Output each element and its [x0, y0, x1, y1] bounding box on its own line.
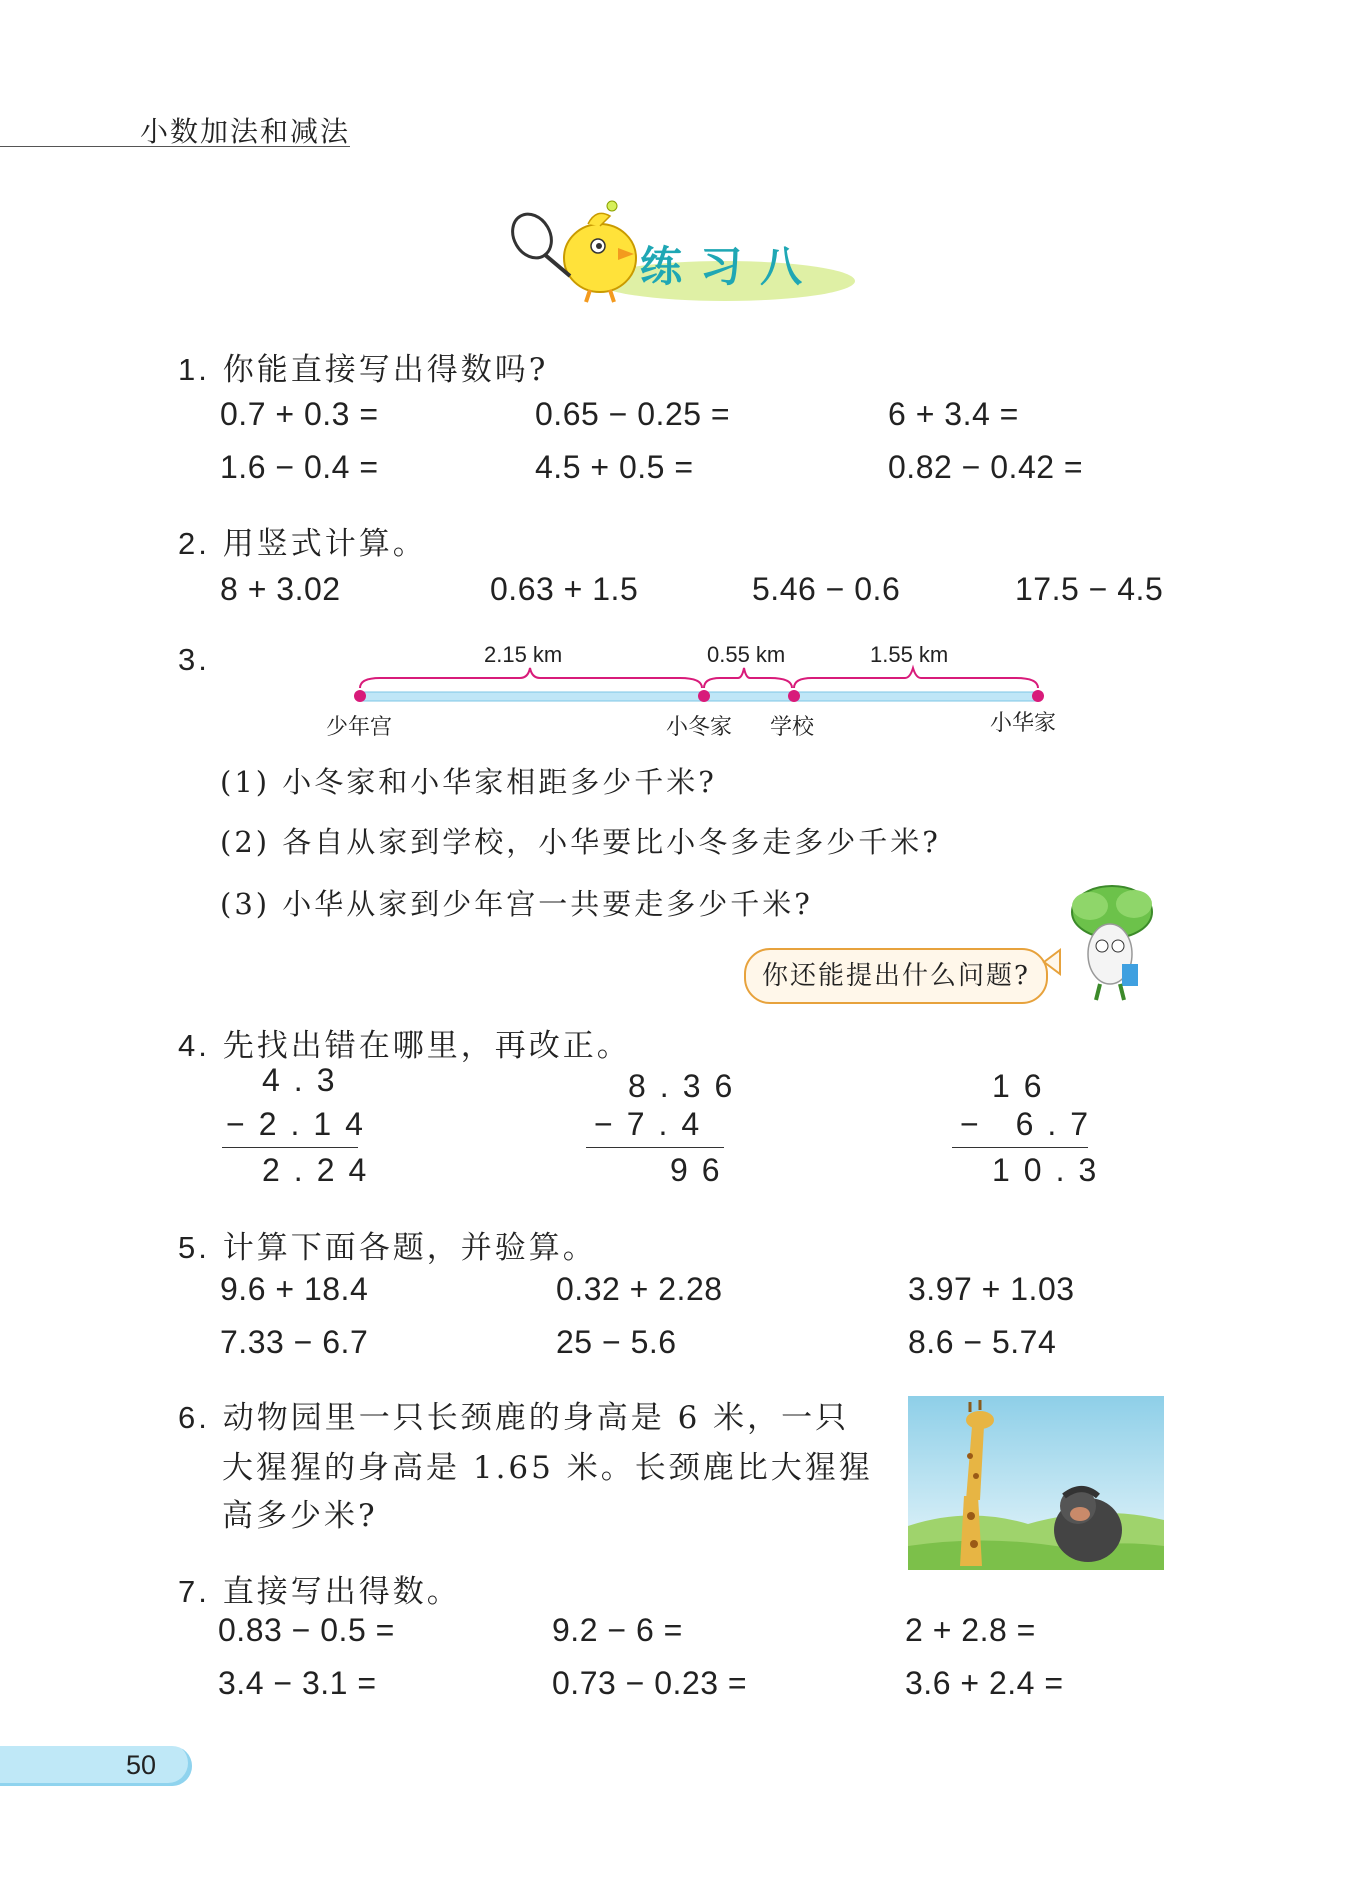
q4-problem-3-line [952, 1147, 1088, 1148]
q7-number: 7. [178, 1574, 210, 1609]
q2-expr-2: 0.63 + 1.5 [490, 571, 639, 607]
distance-label-3: 1.55 km [870, 642, 949, 667]
q3-sub-2: (2) 各自从家到学校，小华要比小冬多走多少千米? [220, 825, 941, 859]
q6-text-1: 动物园里一只长颈鹿的身高是 6 米，一只 [222, 1400, 850, 1436]
cabbage-mascot-illustration [1040, 884, 1170, 1008]
q1-text: 你能直接写出得数吗? [222, 352, 549, 388]
q4-problem-1-bottom: −2.14 [226, 1106, 377, 1142]
q5-expr-2: 0.32 + 2.28 [556, 1271, 723, 1307]
q7-prompt [178, 1566, 461, 1611]
header-divider [0, 146, 350, 147]
q6-number: 6. [178, 1400, 210, 1435]
page-number-tab [0, 1746, 192, 1786]
page-number: 50 [126, 1750, 157, 1780]
q3-number: 3. [178, 642, 210, 677]
q4-problem-2-result: 96 [670, 1152, 734, 1188]
q5-number: 5. [178, 1230, 210, 1265]
speech-bubble: 你还能提出什么问题? [744, 948, 1048, 1004]
q4-problem-2-bottom: −7.4 [594, 1106, 714, 1142]
q6-line-1 [178, 1392, 849, 1437]
q1-expr-2: 0.65 − 0.25 = [535, 396, 731, 432]
q7-text: 直接写出得数。 [222, 1574, 461, 1610]
exercise-title: 练习八 [640, 242, 821, 291]
giraffe-gorilla-illustration [908, 1396, 1164, 1570]
q3-sub-3: (3) 小华从家到少年宫一共要走多少千米? [220, 887, 813, 921]
q2-number: 2. [178, 526, 210, 561]
q7-expr-2: 9.2 − 6 = [552, 1612, 683, 1648]
q1-expr-1: 0.7 + 0.3 = [220, 396, 379, 432]
q3-sub-1: (1) 小冬家和小华家相距多少千米? [220, 765, 717, 799]
q5-expr-1: 9.6 + 18.4 [220, 1271, 369, 1307]
q7-expr-5: 0.73 − 0.23 = [552, 1665, 748, 1701]
location-xiaohua-home: 小华家 [990, 711, 1057, 736]
q5-prompt [178, 1222, 597, 1267]
q5-text: 计算下面各题，并验算。 [222, 1230, 597, 1266]
q4-problem-1-result: 2.24 [262, 1152, 381, 1188]
q2-text: 用竖式计算。 [222, 526, 427, 562]
q4-problem-3-top: 16 [992, 1068, 1056, 1104]
q4-text: 先找出错在哪里，再改正。 [222, 1028, 631, 1064]
q2-expr-3: 5.46 − 0.6 [752, 571, 901, 607]
q5-expr-5: 25 − 5.6 [556, 1324, 677, 1360]
q1-expr-6: 0.82 − 0.42 = [888, 449, 1084, 485]
q5-expr-6: 8.6 − 5.74 [908, 1324, 1057, 1360]
q4-prompt [178, 1020, 631, 1065]
location-school: 学校 [770, 715, 815, 740]
q4-problem-1-top: 4.3 [262, 1062, 349, 1098]
q4-number: 4. [178, 1028, 210, 1063]
q7-expr-6: 3.6 + 2.4 = [905, 1665, 1064, 1701]
q2-expr-4: 17.5 − 4.5 [1015, 571, 1164, 607]
q2-prompt [178, 518, 427, 563]
q6-text-2: 大猩猩的身高是 1.65 米。长颈鹿比大猩猩 [222, 1450, 873, 1486]
q7-expr-3: 2 + 2.8 = [905, 1612, 1036, 1648]
location-xiaodong-home: 小冬家 [666, 715, 733, 740]
q7-expr-4: 3.4 − 3.1 = [218, 1665, 377, 1701]
chapter-title: 小数加法和减法 [140, 115, 351, 148]
q2-expr-1: 8 + 3.02 [220, 571, 341, 607]
distance-label-1: 2.15 km [484, 642, 563, 667]
location-youth-palace: 少年宫 [326, 715, 393, 740]
q1-expr-5: 4.5 + 0.5 = [535, 449, 694, 485]
q1-prompt [178, 344, 548, 389]
q1-expr-3: 6 + 3.4 = [888, 396, 1019, 432]
q1-expr-4: 1.6 − 0.4 = [220, 449, 379, 485]
q1-number: 1. [178, 352, 210, 387]
q4-problem-2-line [586, 1147, 724, 1148]
q4-problem-3-result: 10.3 [992, 1152, 1111, 1188]
q6-text-3: 高多少米? [222, 1498, 378, 1534]
q4-problem-2-top: 8.36 [628, 1068, 747, 1104]
q7-expr-1: 0.83 − 0.5 = [218, 1612, 395, 1648]
q4-problem-1-line [222, 1147, 358, 1148]
distance-label-2: 0.55 km [707, 642, 786, 667]
q5-expr-3: 3.97 + 1.03 [908, 1271, 1075, 1307]
q4-problem-3-bottom: − 6.7 [960, 1106, 1103, 1142]
q5-expr-4: 7.33 − 6.7 [220, 1324, 369, 1360]
